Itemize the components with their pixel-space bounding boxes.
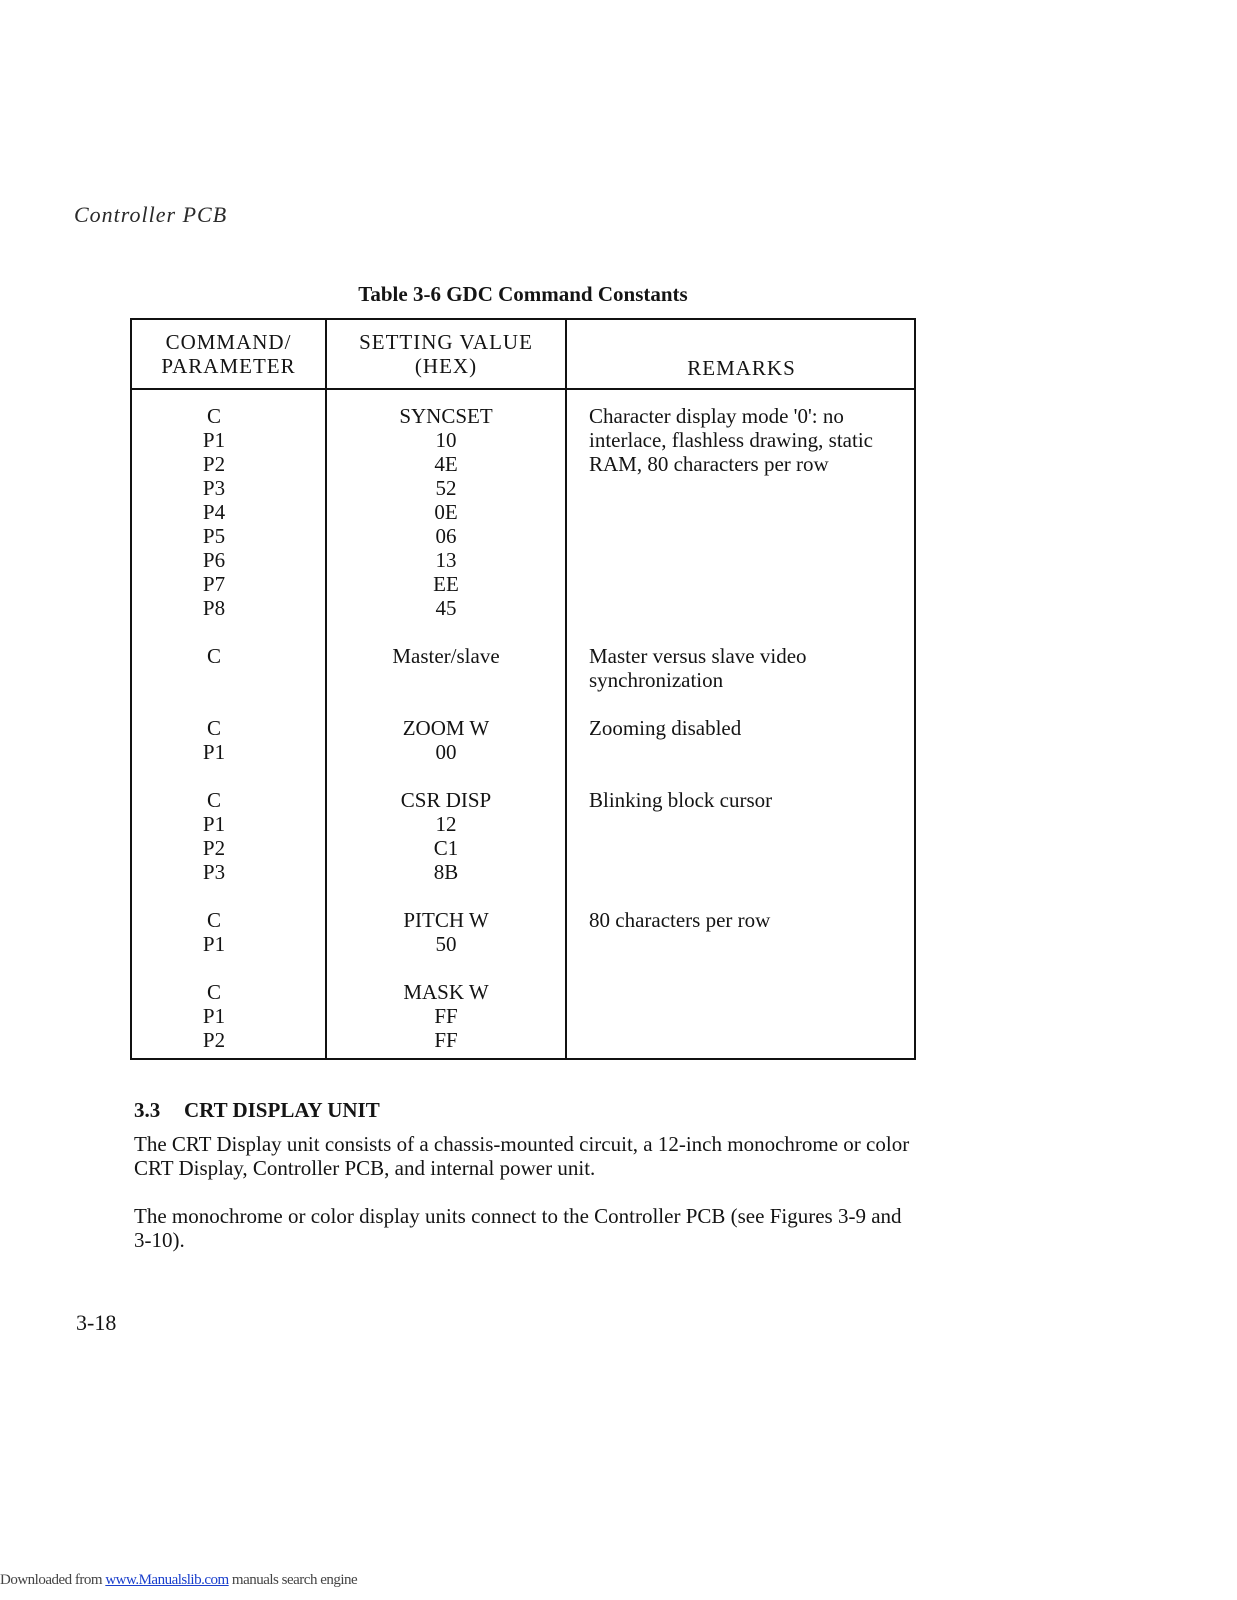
footer-suffix: manuals search engine <box>228 1572 358 1588</box>
table-row-group <box>132 908 914 956</box>
command-parameter-cell: C <box>206 404 221 428</box>
remarks-cell <box>589 716 919 740</box>
command-parameter-cell: P6 <box>202 548 226 572</box>
section-title: CRT DISPLAY UNIT <box>184 1098 380 1122</box>
table-row-group <box>132 404 914 620</box>
section-heading <box>134 1098 380 1123</box>
table-row <box>132 836 914 860</box>
setting-value-cell: CSR DISP <box>400 788 492 812</box>
table-row <box>132 596 914 620</box>
remark-line: 80 characters per row <box>589 908 771 932</box>
table-row-group <box>132 980 914 1052</box>
table-row <box>132 524 914 548</box>
section-number: 3.3 <box>134 1098 161 1122</box>
running-header: Controller PCB <box>74 202 228 227</box>
command-parameter-cell: P1 <box>202 740 226 764</box>
setting-value-cell: MASK W <box>403 980 489 1004</box>
table-row <box>132 572 914 596</box>
table-row <box>132 980 914 1004</box>
page-number: 3-18 <box>76 1310 117 1335</box>
table-row <box>132 1004 914 1028</box>
header-command-parameter <box>132 320 325 388</box>
setting-value-cell: EE <box>433 572 459 596</box>
command-parameter-cell: C <box>206 980 221 1004</box>
command-parameter-cell: P2 <box>202 836 226 860</box>
footer-link[interactable]: www.Manualslib.com <box>105 1572 229 1588</box>
setting-value-cell: 50 <box>435 932 457 956</box>
command-parameter-cell: P7 <box>202 572 226 596</box>
table-row <box>132 1028 914 1052</box>
command-parameter-cell: P1 <box>202 428 226 452</box>
table-row <box>132 860 914 884</box>
remark-line: Master versus slave video <box>589 644 807 668</box>
setting-value-cell: SYNCSET <box>399 404 493 428</box>
remarks-cell <box>589 788 919 812</box>
footer <box>0 1572 357 1589</box>
header-divider <box>132 388 914 390</box>
setting-value-cell: 0E <box>434 500 458 524</box>
remark-line: interlace, flashless drawing, static <box>589 428 873 452</box>
setting-value-cell: Master/slave <box>392 644 500 668</box>
setting-value-cell: 8B <box>433 860 459 884</box>
setting-value-cell: 52 <box>435 476 457 500</box>
footer-prefix: Downloaded from <box>0 1572 106 1588</box>
header-text: (HEX) <box>414 354 478 378</box>
command-constants-table <box>130 318 916 1060</box>
setting-value-cell: PITCH W <box>403 908 489 932</box>
command-parameter-cell: P2 <box>202 452 226 476</box>
setting-value-cell: 10 <box>435 428 457 452</box>
command-parameter-cell: P1 <box>202 932 226 956</box>
table-row <box>132 812 914 836</box>
command-parameter-cell: P3 <box>202 476 226 500</box>
command-parameter-cell: C <box>206 788 221 812</box>
command-parameter-cell: P1 <box>202 812 226 836</box>
table-row <box>132 548 914 572</box>
table-row <box>132 476 914 500</box>
body-paragraph: The CRT Display unit consists of a chassis-mounted circuit, a 12-inch monochrome or color CRT Display, Controller PCB, and internal power unit. <box>134 1132 910 1180</box>
table-body <box>132 404 914 1076</box>
setting-value-cell: 4E <box>434 452 458 476</box>
remark-line: Blinking block cursor <box>589 788 773 812</box>
remarks-cell <box>589 644 919 692</box>
setting-value-cell: FF <box>434 1004 458 1028</box>
header-text: REMARKS <box>687 356 796 380</box>
setting-value-cell: 12 <box>435 812 457 836</box>
remark-line: Zooming disabled <box>589 716 742 740</box>
command-parameter-cell: P8 <box>202 596 226 620</box>
setting-value-cell: FF <box>434 1028 458 1052</box>
header-text: PARAMETER <box>161 354 296 378</box>
setting-value-cell: C1 <box>433 836 459 860</box>
command-parameter-cell: P3 <box>202 860 226 884</box>
command-parameter-cell: P2 <box>202 1028 226 1052</box>
remarks-cell <box>589 908 919 932</box>
command-parameter-cell: C <box>206 716 221 740</box>
command-parameter-cell: P1 <box>202 1004 226 1028</box>
remark-line: synchronization <box>589 668 724 692</box>
table-row <box>132 500 914 524</box>
command-parameter-cell: C <box>206 644 221 668</box>
header-text: SETTING VALUE <box>359 330 533 354</box>
body-paragraph: The monochrome or color display units connect to the Controller PCB (see Figures 3-9 and 3-10). <box>134 1204 902 1252</box>
header-remarks <box>567 320 916 388</box>
table-row <box>132 740 914 764</box>
setting-value-cell: 13 <box>435 548 457 572</box>
remark-line: Character display mode '0': no <box>589 404 844 428</box>
table-title: Table 3-6 GDC Command Constants <box>358 282 688 306</box>
setting-value-cell: 06 <box>435 524 457 548</box>
setting-value-cell: 45 <box>435 596 457 620</box>
command-parameter-cell: P5 <box>202 524 226 548</box>
table-row-group <box>132 644 914 692</box>
table-row-group <box>132 716 914 764</box>
setting-value-cell: 00 <box>435 740 457 764</box>
command-parameter-cell: C <box>206 908 221 932</box>
table-row <box>132 932 914 956</box>
remark-line: RAM, 80 characters per row <box>589 452 829 476</box>
table-row-group <box>132 788 914 884</box>
command-parameter-cell: P4 <box>202 500 226 524</box>
header-setting-value <box>327 320 565 388</box>
header-text: COMMAND/ <box>165 330 292 354</box>
setting-value-cell: ZOOM W <box>402 716 490 740</box>
remarks-cell <box>589 404 919 476</box>
